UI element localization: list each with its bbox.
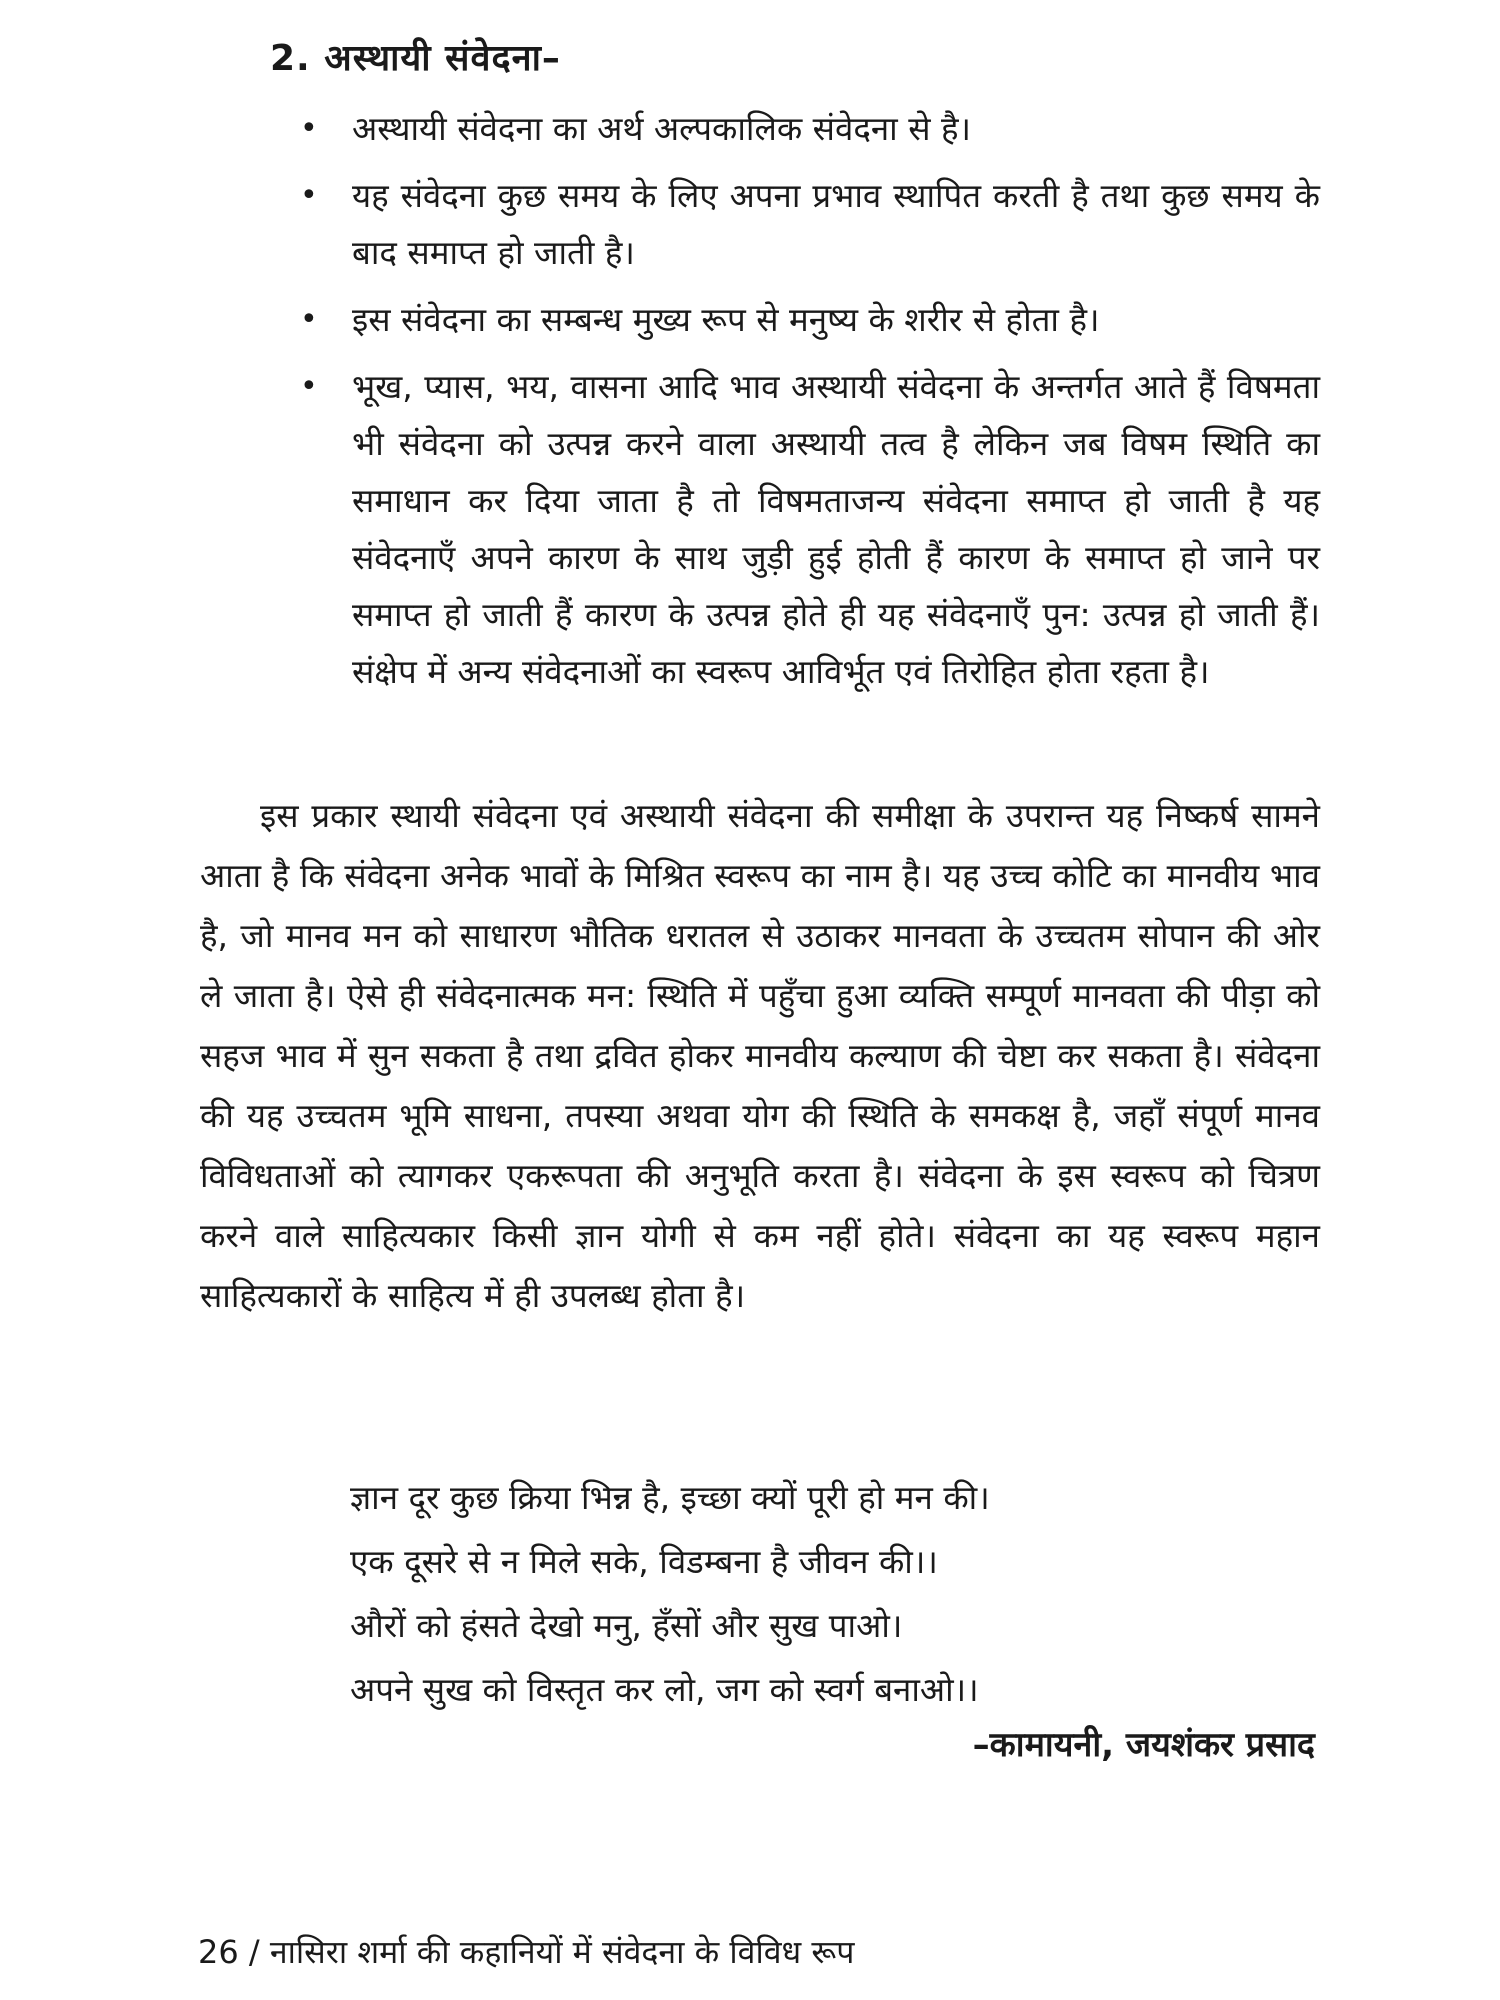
section-number: 2. xyxy=(270,38,311,79)
poem-line: एक दूसरे से न मिले सके, विडम्बना है जीवन की।। xyxy=(350,1542,938,1581)
body-paragraph: इस प्रकार स्थायी संवेदना एवं अस्थायी संवेदना की समीक्षा के उपरान्त यह निष्कर्ष सामने आता है कि संवेदना अनेक भावों के मिश्रित स्वरूप का नाम है। यह उच्च कोटि का मानवीय भाव है, जो मानव मन को साधारण भौतिक धरातल से उठाकर मानवता के उच्चतम सोपान की ओर ले जाता है। ऐसे ही संवेदनात्मक मन: स्थिति में पहुँचा हुआ व्यक्ति सम्पूर्ण मानवता की पीड़ा को सहज भाव में सुन सकता है तथा द्रवित होकर मानवीय कल्याण की चेष्टा कर सकता है। संवेदना की यह उच्चतम भूमि साधना, तपस्या अथवा योग की स्थिति के समकक्ष है, जहाँ संपूर्ण मानव विविधताओं को त्यागकर एकरूपता की अनुभूति करता है। संवेदना के इस स्वरूप को चित्रण करने वाले साहित्यकार किसी ज्ञान योगी से कम नहीं होते। संवेदना का यह स्वरूप महान साहित्यकारों के साहित्य में ही उपलब्ध होता है। xyxy=(200,796,1320,1315)
bullet-item: • अस्थायी संवेदना का अर्थ अल्पकालिक संवेदना से है। xyxy=(300,100,1320,157)
section-heading xyxy=(270,32,561,81)
poem-line: ज्ञान दूर कुछ क्रिया भिन्न है, इच्छा क्यों पूरी हो मन की। xyxy=(350,1478,990,1517)
bullet-item: • भूख, प्यास, भय, वासना आदि भाव अस्थायी संवेदना के अन्तर्गत आते हैं विषमता भी संवेदना को उत्पन्न करने वाला अस्थायी तत्व है लेकिन जब विषम स्थिति का समाधान कर दिया जाता है तो विषमताजन्य संवेदना समाप्त हो जाती है यह संवेदनाएँ अपने कारण के साथ जुड़ी हुई होती हैं कारण के समाप्त हो जाने पर समाप्त हो जाती हैं कारण के उत्पन्न होते ही यह संवेदनाएँ पुन: उत्पन्न हो जाती हैं। संक्षेप में अन्य संवेदनाओं का स्वरूप आविर्भूत एवं तिरोहित होता रहता है। xyxy=(300,358,1320,700)
bullet-item: • इस संवेदना का सम्बन्ध मुख्य रूप से मनुष्य के शरीर से होता है। xyxy=(300,291,1320,348)
bullet-item: • यह संवेदना कुछ समय के लिए अपना प्रभाव स्थापित करती है तथा कुछ समय के बाद समाप्त हो जाती है। xyxy=(300,167,1320,281)
poem-attribution: –कामायनी, जयशंकर प्रसाद xyxy=(972,1725,1315,1765)
section-title: अस्थायी संवेदना– xyxy=(324,38,561,79)
poem-verse xyxy=(350,1466,1250,1722)
page-footer: 26 / नासिरा शर्मा की कहानियों में संवेदना के विविध रूप xyxy=(198,1933,855,1971)
poem-line: अपने सुख को विस्तृत कर लो, जग को स्वर्ग बनाओ।। xyxy=(350,1670,979,1709)
bullet-list xyxy=(300,100,1320,710)
poem-line: औरों को हंसते देखो मनु, हँसों और सुख पाओ। xyxy=(350,1606,903,1645)
